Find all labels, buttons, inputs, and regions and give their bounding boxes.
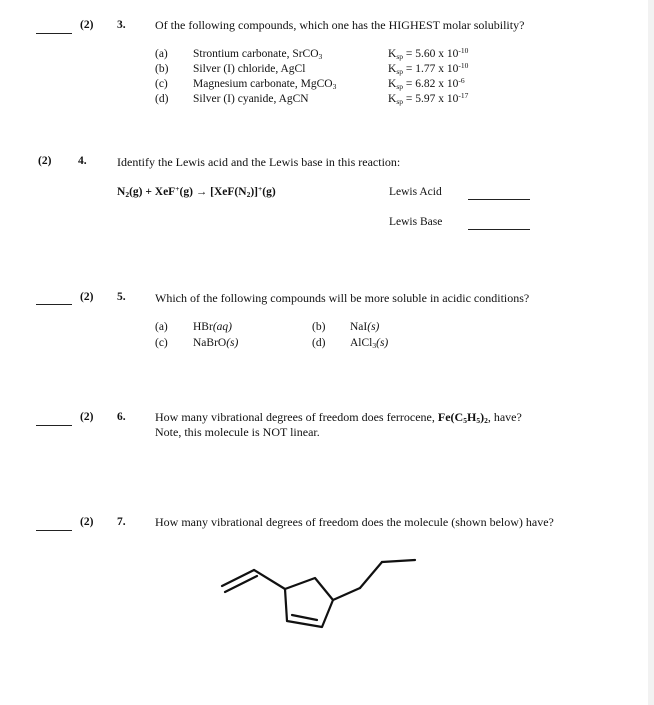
q5-option-c: NaBrO(s) bbox=[193, 337, 239, 349]
vinyl-double-bond-line-2 bbox=[225, 576, 257, 592]
q7-number: 7. bbox=[117, 516, 126, 528]
q3-option-b-name: Silver (I) chloride, AgCl bbox=[193, 63, 306, 75]
q5-option-a-letter: (a) bbox=[155, 321, 168, 333]
cyclopentene-ring bbox=[285, 578, 333, 627]
q6-note: Note, this molecule is NOT linear. bbox=[155, 425, 320, 439]
q4-reaction: $N_2(g) + XeF^+(g) \to [XeF(N_2)]^+(g)$ bbox=[117, 184, 276, 199]
q5-number: 5. bbox=[117, 291, 126, 303]
q4-question-text: Identify the Lewis acid and the Lewis base in this reaction: bbox=[117, 155, 401, 169]
vinyl-ring-bond bbox=[254, 570, 285, 589]
q5-option-a: HBr(aq) bbox=[193, 321, 232, 333]
q3-option-a-name: Strontium carbonate, SrCO$_3$ bbox=[193, 48, 323, 61]
q5-question-text: Which of the following compounds will be more soluble in acidic conditions? bbox=[155, 291, 530, 305]
q3-answer-blank[interactable] bbox=[36, 33, 72, 34]
q3-option-b-ksp: $K_{sp} = 1.77$ x $10^{-10}$ bbox=[388, 61, 469, 76]
q3-option-a bbox=[155, 48, 168, 60]
q4-points: (2) bbox=[38, 155, 52, 167]
option-letter: (d) bbox=[155, 93, 169, 105]
q3-question-text: Of the following compounds, which one has the HIGHEST molar solubility? bbox=[155, 18, 525, 32]
q3-option-c-name: Magnesium carbonate, MgCO$_3$ bbox=[193, 78, 337, 91]
q7-answer-blank[interactable] bbox=[36, 530, 72, 531]
vinyl-double-bond-line-1 bbox=[222, 570, 254, 586]
side-chain-bond-3 bbox=[382, 560, 415, 562]
ferrocene-formula: $Fe(C_5H_5)_2$ bbox=[437, 410, 488, 425]
side-chain-bond-1 bbox=[333, 588, 360, 600]
lewis-acid-label: Lewis Acid bbox=[389, 186, 442, 198]
q3-option-d bbox=[155, 93, 168, 105]
q7-question-text: How many vibrational degrees of freedom does the molecule (shown below) have? bbox=[155, 515, 554, 529]
side-chain-bond-2 bbox=[360, 562, 382, 588]
q3-option-b bbox=[155, 63, 168, 75]
q5-points: (2) bbox=[80, 291, 94, 303]
q3-option-a-ksp: $K_{sp} = 5.60$ x $10^{-10}$ bbox=[388, 46, 469, 61]
lewis-acid-blank[interactable] bbox=[468, 199, 530, 200]
option-letter: (a) bbox=[155, 48, 168, 60]
q5-answer-blank[interactable] bbox=[36, 304, 72, 305]
q5-option-d: AlCl$_3$(s) bbox=[350, 337, 389, 350]
lewis-base-blank[interactable] bbox=[468, 229, 530, 230]
option-letter: (c) bbox=[155, 78, 168, 90]
q5-option-b: NaI(s) bbox=[350, 321, 380, 333]
q6-question-text: How many vibrational degrees of freedom does ferrocene, $Fe(C_5H_5)_2$, have? bbox=[155, 410, 522, 425]
q3-points: (2) bbox=[80, 19, 94, 31]
ring-double-bond-inner bbox=[292, 615, 317, 620]
molecule-structure-drawing bbox=[210, 548, 430, 638]
q4-number: 4. bbox=[78, 155, 87, 167]
option-letter: (b) bbox=[155, 63, 169, 75]
page-edge bbox=[648, 0, 654, 705]
q5-option-d-letter: (d) bbox=[312, 337, 326, 349]
q6-number: 6. bbox=[117, 411, 126, 423]
q3-option-d-name: Silver (I) cyanide, AgCN bbox=[193, 93, 309, 105]
lewis-base-label: Lewis Base bbox=[389, 216, 443, 228]
q3-option-c bbox=[155, 78, 168, 90]
q3-option-d-ksp: $K_{sp} = 5.97$ x $10^{-17}$ bbox=[388, 91, 469, 106]
q6-points: (2) bbox=[80, 411, 94, 423]
q6-answer-blank[interactable] bbox=[36, 425, 72, 426]
q3-option-c-ksp: $K_{sp} = 6.82$ x $10^{-6}$ bbox=[388, 76, 465, 91]
q5-option-b-letter: (b) bbox=[312, 321, 326, 333]
q7-points: (2) bbox=[80, 516, 94, 528]
q3-number: 3. bbox=[117, 19, 126, 31]
q5-option-c-letter: (c) bbox=[155, 337, 168, 349]
